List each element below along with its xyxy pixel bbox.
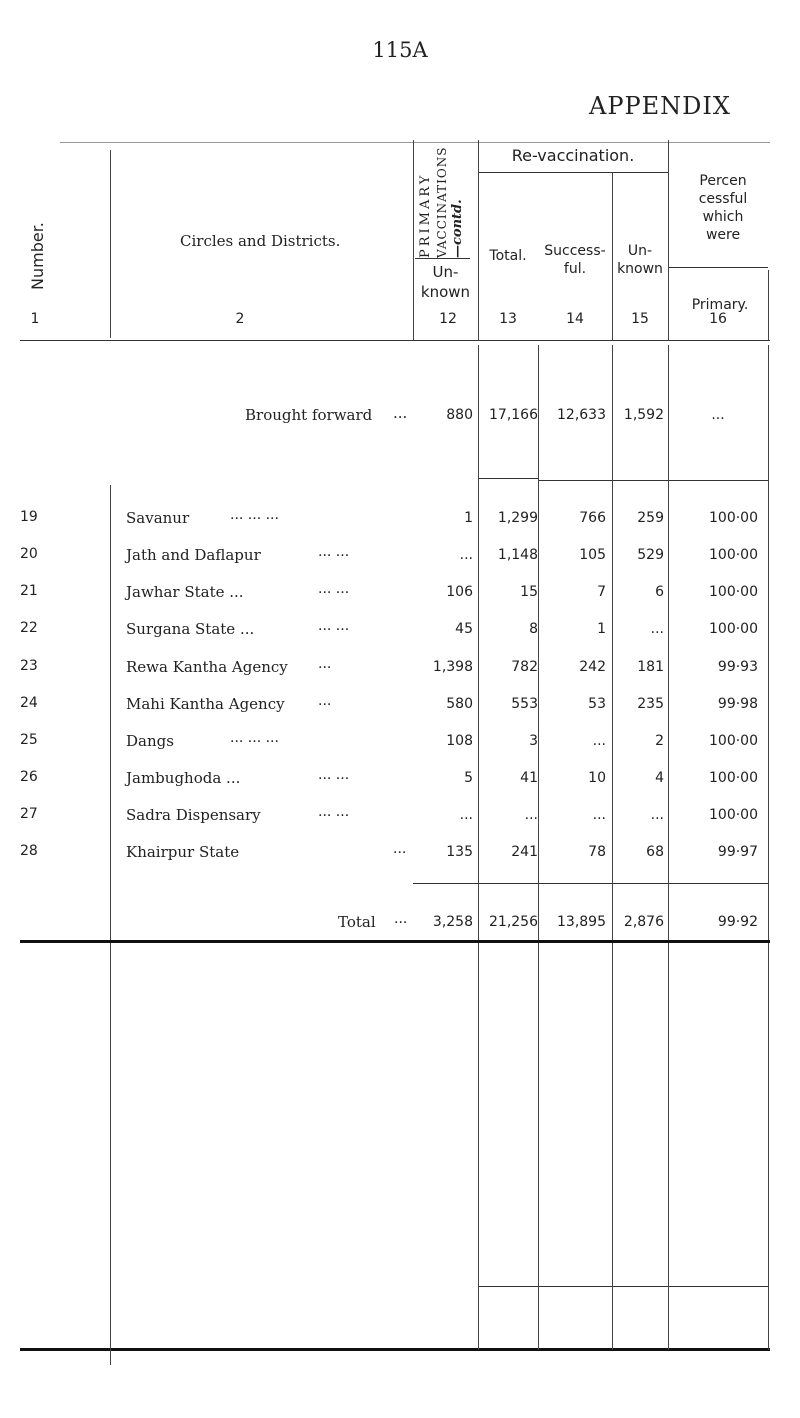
column-index: 12: [439, 311, 457, 327]
district-name: Jawhar State ...: [126, 583, 244, 601]
row-dots: ... ...: [318, 767, 350, 783]
row-dots: ... ... ...: [230, 730, 279, 746]
row-dots: ... ...: [318, 581, 350, 597]
unknown2-value: 2,876: [623, 914, 664, 930]
total-value: 1,299: [497, 510, 538, 526]
district-name: Surgana State ...: [126, 620, 255, 638]
column-header-unknown-2: Un- known: [617, 243, 663, 277]
column-index: 15: [631, 311, 649, 327]
row-number: 20: [20, 546, 38, 562]
district-name: Rewa Kantha Agency: [126, 658, 288, 676]
column-index: 1: [30, 311, 40, 327]
page-number: 115A: [372, 38, 428, 62]
percent-value: 100·00: [709, 733, 758, 749]
row-dots: ... ...: [318, 544, 350, 560]
district-name: Sadra Dispensary: [126, 806, 261, 824]
column-header-total: Total.: [489, 248, 527, 264]
district-name: Jambughoda ...: [126, 769, 241, 787]
district-name: Savanur: [126, 509, 190, 527]
column-header-unknown: Un- known: [420, 263, 471, 301]
unknown2-value: 6: [655, 584, 664, 600]
unknown-value: 3,258: [432, 914, 473, 930]
row-dots: ...: [318, 693, 332, 709]
total-value: 21,256: [489, 914, 538, 930]
successful-value: 766: [579, 510, 606, 526]
percent-value: 100·00: [709, 770, 758, 786]
row-number: 24: [20, 695, 38, 711]
successful-value: 13,895: [557, 914, 606, 930]
page-title: APPENDIX: [589, 92, 731, 120]
row-number: 26: [20, 769, 38, 785]
unknown-value: 135: [446, 844, 473, 860]
row-number: 23: [20, 658, 38, 674]
unknown-value: 106: [446, 584, 473, 600]
successful-value: 12,633: [557, 407, 606, 423]
district-name: Mahi Kantha Agency: [126, 695, 285, 713]
unknown2-value: 2: [655, 733, 664, 749]
successful-value: ...: [592, 733, 606, 749]
total-value: 8: [529, 621, 538, 637]
column-header-circles: Circles and Districts.: [180, 232, 341, 250]
percent-value: 99·92: [717, 914, 758, 930]
district-name: Dangs: [126, 732, 174, 750]
total-value: 15: [520, 584, 538, 600]
column-header-percent: Percen cessful which were: [698, 173, 748, 243]
column-header-revaccination: Re-vaccination.: [511, 146, 635, 165]
unknown2-value: ...: [650, 807, 664, 823]
successful-value: 105: [579, 547, 606, 563]
row-dots: ... ... ...: [230, 507, 279, 523]
successful-value: ...: [592, 807, 606, 823]
percent-value: 99·93: [717, 659, 758, 675]
successful-value: 7: [597, 584, 606, 600]
total-label: Total: [338, 913, 376, 931]
row-number: 27: [20, 806, 38, 822]
unknown-value: 1: [464, 510, 473, 526]
unknown-value: 580: [446, 696, 473, 712]
successful-value: 78: [588, 844, 606, 860]
unknown2-value: ...: [650, 621, 664, 637]
total-value: 1,148: [497, 547, 538, 563]
total-value: 553: [511, 696, 538, 712]
row-dots: ...: [393, 404, 408, 422]
unknown-value: 880: [446, 407, 473, 423]
unknown-value: 45: [455, 621, 473, 637]
successful-value: 10: [588, 770, 606, 786]
row-dots: ...: [318, 656, 332, 672]
percent-value: ...: [711, 407, 725, 423]
row-dots: ... ...: [318, 804, 350, 820]
percent-value: 100·00: [709, 584, 758, 600]
district-name: Jath and Daflapur: [126, 546, 261, 564]
row-dots: ...: [393, 841, 407, 857]
successful-value: 1: [597, 621, 606, 637]
percent-value: 100·00: [709, 547, 758, 563]
column-index: 14: [566, 311, 584, 327]
column-header-primary-vaccinations: PRIMARY VACCINATIONS —contd.: [418, 146, 465, 258]
column-index: 2: [235, 311, 245, 327]
unknown-value: ...: [459, 547, 473, 563]
percent-value: 100·00: [709, 621, 758, 637]
unknown-value: 108: [446, 733, 473, 749]
column-index: 13: [499, 311, 517, 327]
row-number: 21: [20, 583, 38, 599]
column-header-successful: Success- ful.: [544, 243, 606, 277]
row-number: 28: [20, 843, 38, 859]
percent-value: 100·00: [709, 807, 758, 823]
unknown-value: ...: [459, 807, 473, 823]
successful-value: 53: [588, 696, 606, 712]
unknown2-value: 259: [637, 510, 664, 526]
brought-forward-label: Brought forward: [245, 406, 373, 424]
row-number: 19: [20, 509, 38, 525]
unknown2-value: 235: [637, 696, 664, 712]
row-number: 25: [20, 732, 38, 748]
row-number: 22: [20, 620, 38, 636]
row-dots: ... ...: [318, 618, 350, 634]
column-index: 16: [709, 311, 727, 327]
percent-value: 99·98: [717, 696, 758, 712]
total-value: 17,166: [489, 407, 538, 423]
percent-value: 99·97: [717, 844, 758, 860]
column-header-number: Number.: [28, 222, 47, 290]
total-value: 241: [511, 844, 538, 860]
total-value: ...: [524, 807, 538, 823]
successful-value: 242: [579, 659, 606, 675]
total-value: 3: [529, 733, 538, 749]
unknown2-value: 529: [637, 547, 664, 563]
total-value: 41: [520, 770, 538, 786]
district-name: Khairpur State: [126, 843, 240, 861]
percent-value: 100·00: [709, 510, 758, 526]
unknown2-value: 1,592: [623, 407, 664, 423]
unknown2-value: 68: [646, 844, 664, 860]
unknown2-value: 4: [655, 770, 664, 786]
unknown-value: 5: [464, 770, 473, 786]
unknown2-value: 181: [637, 659, 664, 675]
column-header-primary: Primary.: [691, 297, 749, 313]
unknown-value: 1,398: [432, 659, 473, 675]
total-value: 782: [511, 659, 538, 675]
row-dots: ...: [394, 911, 408, 927]
